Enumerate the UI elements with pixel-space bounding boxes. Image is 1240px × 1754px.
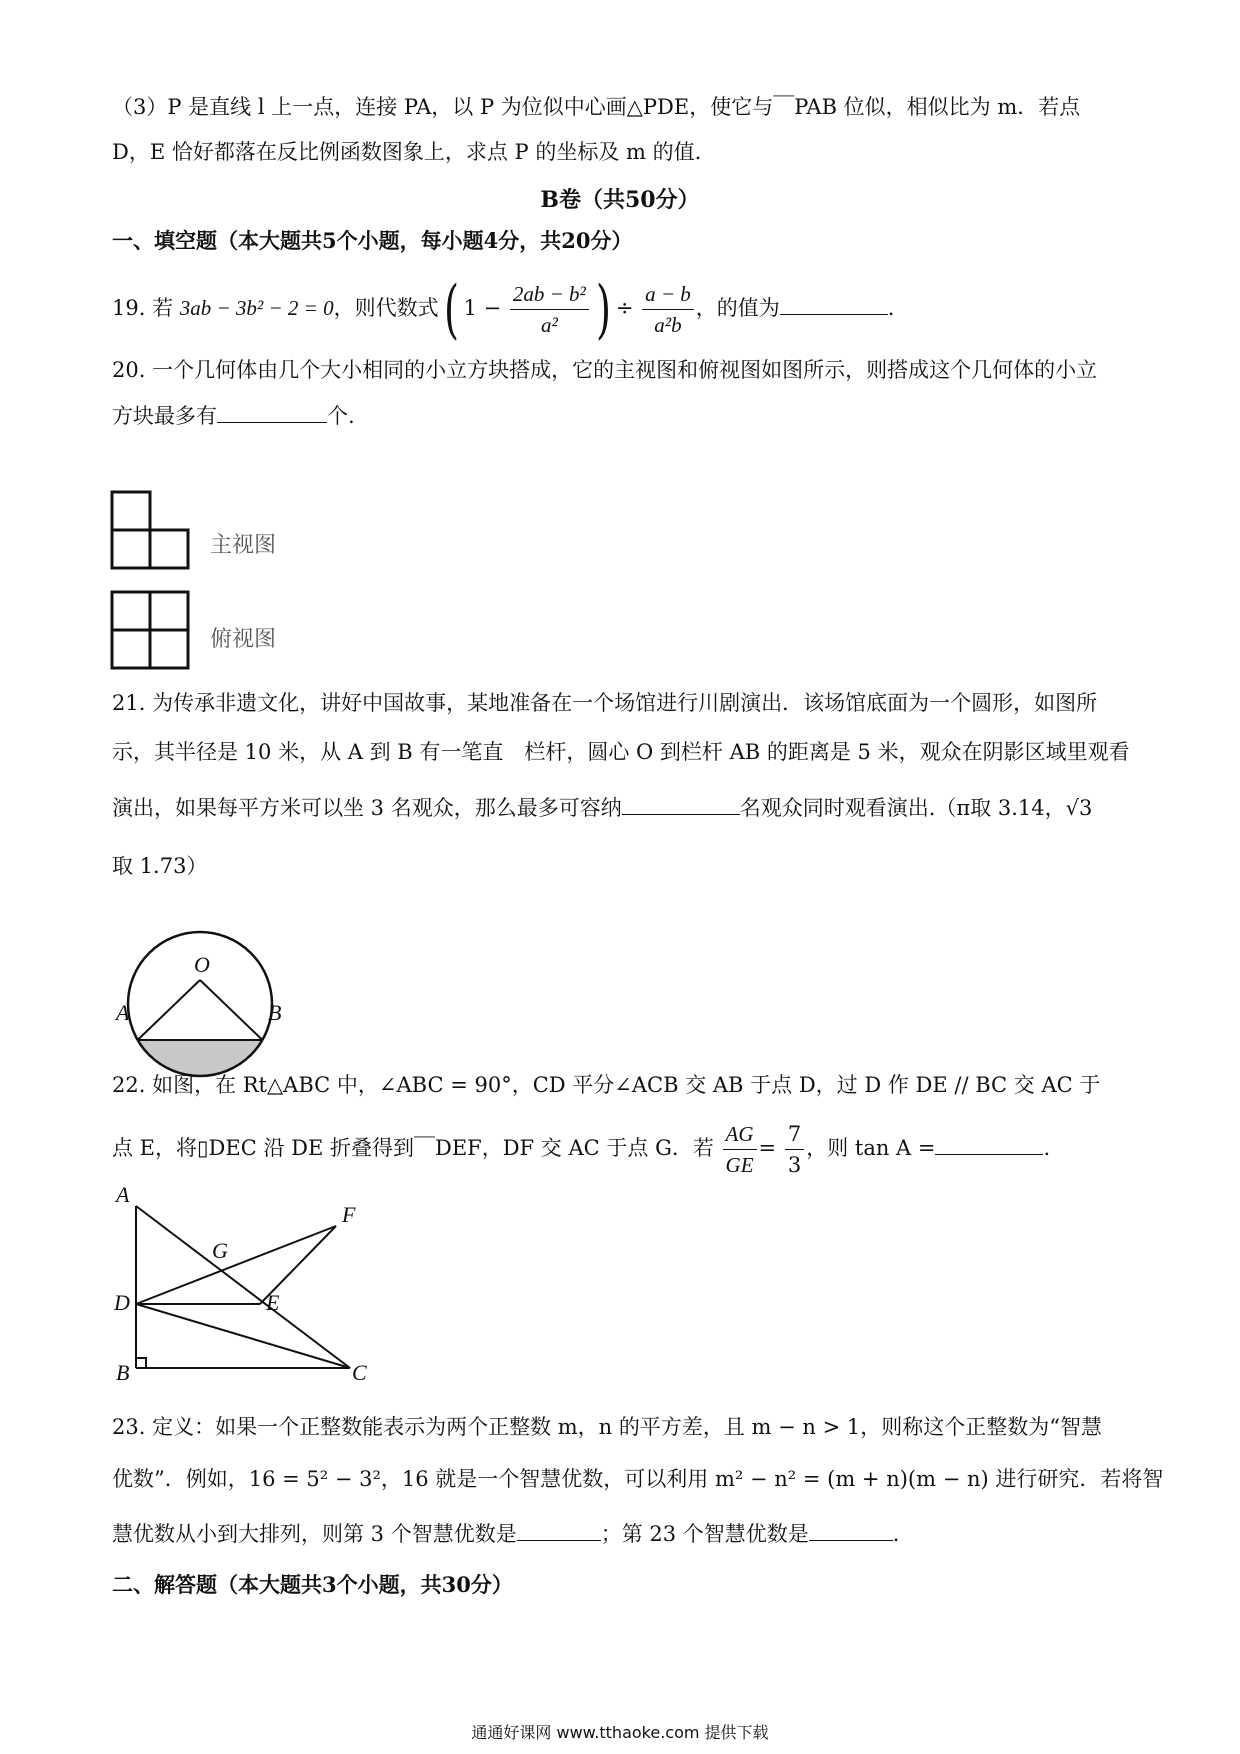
top-view-label: 俯视图 [210, 627, 277, 652]
label-a-circle: A [116, 1000, 130, 1025]
segment-ac [136, 1206, 350, 1368]
q19-condition: 3ab − 3b² − 2 = 0 [179, 296, 334, 320]
label-a-tri: A [116, 1182, 130, 1207]
q22-line2 [112, 1118, 1050, 1180]
q19-one-minus: 1 − [463, 296, 502, 320]
q19: 19. 若 3ab − 3b² − 2 = 0，则代数式( 1 − $\frac{\text{2ab − b²}}{\text{a²}}$ ) ÷ $\frac{a - b}{\text{a²b}}$ ，的值为 . [112, 272, 895, 347]
q22-frac2-den: 3 [787, 1153, 802, 1177]
q19-prefix: 19. 若 [112, 296, 174, 320]
q23-answer-blank-2[interactable] [809, 1518, 893, 1541]
part1-title: 一、填空题（本大题共5个小题，每小题4分，共20分） [112, 228, 633, 253]
q23-line3-end: . [892, 1522, 900, 1546]
q19-div: ÷ [615, 296, 634, 320]
label-f-tri: F [342, 1202, 356, 1227]
segment-dc [136, 1304, 350, 1368]
label-o: O [194, 952, 210, 977]
segment-ob [200, 980, 262, 1040]
q22-frac1-num: AG [723, 1119, 757, 1150]
q19-frac1-num: 2ab − b² [510, 279, 589, 310]
q20-answer-blank[interactable] [217, 400, 327, 423]
q21-line3 [112, 792, 1092, 823]
q22-fraction-7-3 [785, 1119, 804, 1180]
q21-answer-blank[interactable] [622, 792, 740, 815]
label-c-tri: C [352, 1360, 367, 1385]
q22-eq: = [758, 1136, 777, 1160]
q21-line4: 取 1.73） [112, 854, 208, 878]
q20-line1: 20. 一个几何体由几个大小相同的小立方块搭成，它的主视图和俯视图如图所示，则搭成这个几何体的小立 [112, 358, 1098, 382]
top-view-figure [110, 590, 196, 676]
label-e-tri: E [266, 1290, 280, 1315]
q18-part3-line1: （3）P 是直线 l 上一点，连接 PA，以 P 为位似中心画△PDE，使它与￣PAB 位似，相似比为 m．若点 [112, 95, 1081, 119]
q22-frac1-den: GE [725, 1153, 754, 1177]
q23-line3 [112, 1518, 899, 1549]
q19-frac2-den: a²b [654, 313, 682, 337]
q21-line3-prefix: 演出，如果每平方米可以坐 3 名观众，那么最多可容纳 [112, 796, 622, 820]
q19-suffix: ，的值为 [695, 296, 780, 320]
q22-line2-end: . [1043, 1136, 1051, 1160]
q22-fraction-ag-ge [723, 1119, 757, 1180]
q23-line3-mid: ；第 23 个智慧优数是 [600, 1522, 809, 1546]
section-b-title: B卷（共50分） [540, 187, 700, 213]
q18-part3-line2: D，E 恰好都落在反比例函数图象上，求点 P 的坐标及 m 的值. [112, 140, 702, 164]
segment-df [136, 1226, 336, 1304]
q23-line1: 23. 定义：如果一个正整数能表示为两个正整数 m，n 的平方差，且 m − n > 1，则称这个正整数为“智慧 [112, 1415, 1102, 1439]
front-view-label: 主视图 [210, 533, 277, 558]
q19-answer-blank[interactable] [780, 292, 888, 315]
q22-line2-prefix: 点 E，将▯DEC 沿 DE 折叠得到￣DEF，DF 交 AC 于点 G．若 [112, 1136, 714, 1160]
front-view-figure [110, 490, 196, 576]
label-g-tri: G [212, 1238, 228, 1263]
q20-line2-suffix: 个. [327, 404, 355, 428]
segment-oa [138, 980, 200, 1040]
q20-line2 [112, 400, 355, 431]
q23-line3-prefix: 慧优数从小到大排列，则第 3 个智慧优数是 [112, 1522, 517, 1546]
q19-frac2-num: a − b [642, 279, 694, 310]
right-angle-mark [136, 1358, 146, 1368]
label-b-circle: B [268, 1000, 282, 1025]
q19-fraction-2 [642, 279, 694, 340]
q21-line3-suffix: 名观众同时观看演出.（π取 3.14，√3 [739, 796, 1093, 820]
footer: 通通好课网 www.tthaoke.com 提供下载 [471, 1723, 769, 1742]
q22-answer-blank[interactable] [935, 1132, 1043, 1155]
part2-title: 二、解答题（本大题共3个小题，共30分） [112, 1572, 513, 1597]
label-d-tri: D [114, 1290, 130, 1315]
q22-line1: 22. 如图，在 Rt△ABC 中，∠ABC = 90°，CD 平分∠ACB 交 AB 于点 D，过 D 作 DE // BC 交 AC 于 [112, 1073, 1101, 1097]
q23-line2: 优数”．例如，16 = 5² − 3²，16 就是一个智慧优数，可以利用 m² − n² = (m + n)(m − n) 进行研究．若将智 [112, 1467, 1164, 1491]
q23-answer-blank-1[interactable] [517, 1518, 601, 1541]
q22-line2-mid: ，则 tan A = [806, 1136, 936, 1160]
q20-line2-prefix: 方块最多有 [112, 404, 217, 428]
q22-frac2-num: 7 [785, 1119, 804, 1150]
q19-mid: ，则代数式 [333, 296, 439, 320]
q21-line2: 示，其半径是 10 米，从 A 到 B 有一笔直 栏杆，圆心 O 到栏杆 AB 的距离是 5 米，观众在阴影区域里观看 [112, 740, 1130, 764]
q19-fraction-1 [510, 279, 589, 340]
q21-line1: 21. 为传承非遗文化，讲好中国故事，某地准备在一个场馆进行川剧演出．该场馆底面为一个圆形，如图所 [112, 691, 1098, 715]
q19-frac1-den: a² [540, 313, 558, 337]
q19-end: . [887, 296, 895, 320]
label-b-tri: B [116, 1360, 130, 1385]
